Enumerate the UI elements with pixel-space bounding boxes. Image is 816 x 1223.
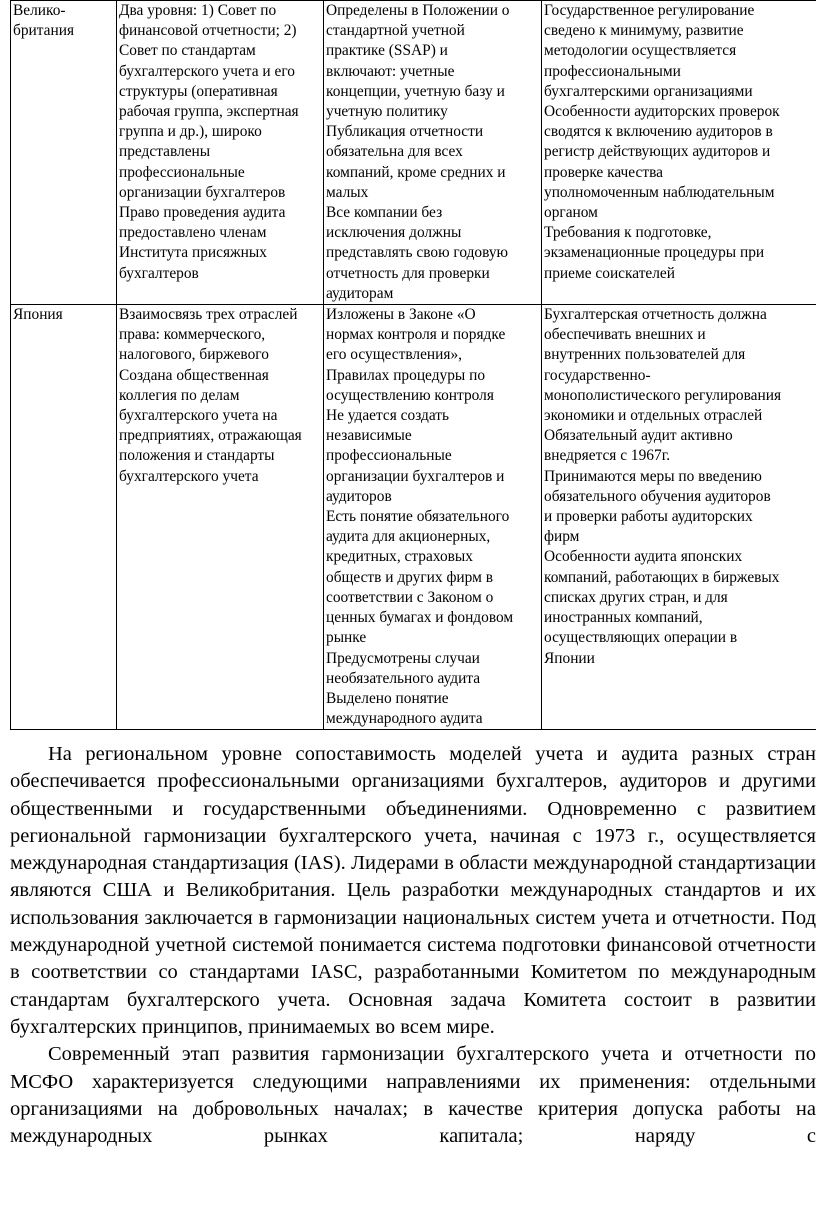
cell-line: Определены в Положении о xyxy=(326,2,510,19)
cell-line: Особенности аудиторских проверок xyxy=(544,103,780,121)
cell-line: списках других стран, и для xyxy=(544,588,728,606)
cell-line: внутренних пользователей для xyxy=(544,346,746,364)
cell-line: регистр действующих аудиторов и xyxy=(544,143,771,161)
cell-regulation-audit xyxy=(542,305,816,730)
cell-line: финансовой отчетности; 2) xyxy=(119,22,297,40)
cell-line: соответствии с Законом о xyxy=(326,588,494,606)
cell-line: аудиторам xyxy=(326,284,394,302)
cell-line: монополистического регулирования xyxy=(544,386,782,404)
cell-line: Особенности аудита японских xyxy=(544,548,743,566)
cell-line: бухгалтерского учета xyxy=(119,467,259,485)
cell-line: организации бухгалтеров xyxy=(119,183,286,201)
cell-line: иностранных компаний, xyxy=(544,609,703,627)
cell-line: Требования к подготовке, xyxy=(544,224,712,242)
cell-line: обязательного обучения аудиторов xyxy=(544,487,771,505)
cell-country xyxy=(11,305,117,730)
cell-line: группа и др.), широко xyxy=(119,123,262,141)
cell-line: профессиональные xyxy=(326,447,452,465)
cell-line: Все компании без xyxy=(326,204,443,222)
cell-line: уполномоченным наблюдательным xyxy=(544,183,775,201)
cell-line: бухгалтерскими организациями xyxy=(544,82,753,100)
cell-line: Принимаются меры по введению xyxy=(544,467,762,485)
cell-line: британия xyxy=(13,22,75,40)
cell-line: отчетность для проверки xyxy=(326,264,490,282)
cell-line: экзаменационные процедуры при xyxy=(544,244,765,262)
cell-line: учетную политику xyxy=(326,103,448,121)
cell-line: осуществляющих операции в xyxy=(544,629,738,647)
cell-line: Изложены в Законе «О xyxy=(326,306,476,324)
cell-line: стандартной учетной xyxy=(326,22,465,40)
cell-line: Велико- xyxy=(13,2,66,19)
cell-line: бухгалтерского учета и его xyxy=(119,62,295,80)
cell-line: органом xyxy=(544,204,598,222)
cell-line: методологии осуществляется xyxy=(544,42,737,60)
cell-line: компаний, работающих в биржевых xyxy=(544,568,780,586)
cell-line: профессиональные xyxy=(119,163,245,181)
cell-line: внедряется с 1967г. xyxy=(544,447,671,465)
cell-line: Взаимосвязь трех отраслей xyxy=(119,306,298,324)
table-row-great-britain xyxy=(11,1,816,305)
cell-line: предоставлено членам xyxy=(119,224,267,242)
cell-line: включают: учетные xyxy=(326,62,455,80)
cell-line: аудита для акционерных, xyxy=(326,528,491,546)
cell-line: налогового, биржевого xyxy=(119,346,269,364)
cell-line: структуры (оперативная xyxy=(119,82,278,100)
cell-line: обязательна для всех xyxy=(326,143,463,161)
cell-line: положения и стандарты xyxy=(119,447,275,465)
cell-line: Государственное регулирование xyxy=(544,2,755,19)
cell-line: Есть понятие обязательного xyxy=(326,508,510,526)
body-text xyxy=(10,741,816,1150)
cell-line: обществ и других фирм в xyxy=(326,568,493,586)
cell-line: бухгалтерского учета на xyxy=(119,407,278,425)
table-row-japan xyxy=(11,305,816,730)
cell-line: Два уровня: 1) Совет по xyxy=(119,2,277,19)
cell-line: международного аудита xyxy=(326,710,483,728)
cell-line: бухгалтеров xyxy=(119,264,199,282)
cell-line: Выделено понятие xyxy=(326,689,449,707)
cell-governing-bodies xyxy=(117,305,324,730)
cell-line: независимые xyxy=(326,427,412,445)
cell-line: Совет по стандартам xyxy=(119,42,256,60)
cell-line: проверке качества xyxy=(544,163,663,181)
cell-line: экономики и отдельных отраслей xyxy=(544,407,763,425)
cell-line: рабочая группа, экспертная xyxy=(119,103,299,121)
cell-line: аудиторов xyxy=(326,487,392,505)
cell-line: права: коммерческого, xyxy=(119,326,266,344)
cell-line: Правилах процедуры по xyxy=(326,366,486,384)
cell-line: фирм xyxy=(544,528,580,546)
paragraph-regional-harmonization: На региональном уровне сопоставимость моделей учета и аудита разных стран обеспечивается профессиональными организациями бухгалтеров, аудиторов и другими общественными и государственными объединениями. Одновременно с развитием региональной гармонизации бухгалтерского учета, начиная с 1973 г., осуществляется международная стандартизация (IAS). Лидерами в области международной стандартизации являются США и Великобритания. Цель разработки международных стандартов и их использования заключается в гармонизации национальных систем учета и отчетности. Под международной учетной системой понимается система подготовки финансовой отчетности в соответствии со стандартами IASC, разработанными Комитетом по международным стандартам бухгалтерского учета. Основная задача Комитета состоит в развитии бухгалтерских принципов, принимаемых во всем мире. xyxy=(10,743,816,1038)
cell-line: Япония xyxy=(13,306,63,324)
cell-line: нормах контроля и порядке xyxy=(326,326,506,344)
cell-line: сводятся к включению аудиторов в xyxy=(544,123,773,141)
cell-accounting-rules xyxy=(324,305,542,730)
cell-line: кредитных, страховых xyxy=(326,548,473,566)
cell-line: Японии xyxy=(544,649,595,667)
cell-regulation-audit xyxy=(542,1,816,305)
cell-line: исключения должны xyxy=(326,224,462,242)
cell-line: необязательного аудита xyxy=(326,669,481,687)
cell-line: концепции, учетную базу и xyxy=(326,82,505,100)
cell-accounting-rules xyxy=(324,1,542,305)
cell-line: его осуществления», xyxy=(326,346,462,364)
cell-line: Право проведения аудита xyxy=(119,204,286,222)
cell-line: Создана общественная xyxy=(119,366,269,384)
cell-line: сведено к минимуму, развитие xyxy=(544,22,744,40)
cell-line: предприятиях, отражающая xyxy=(119,427,302,445)
cell-line: приеме соискателей xyxy=(544,264,675,282)
cell-line: обеспечивать внешних и xyxy=(544,326,706,344)
cell-line: рынке xyxy=(326,629,367,647)
cell-line: Обязательный аудит активно xyxy=(544,427,733,445)
cell-line: Бухгалтерская отчетность должна xyxy=(544,306,767,324)
cell-line: малых xyxy=(326,183,369,201)
cell-line: компаний, кроме средних и xyxy=(326,163,506,181)
cell-line: и проверки работы аудиторских xyxy=(544,508,753,526)
cell-line: Не удается создать xyxy=(326,407,450,425)
cell-line: организации бухгалтеров и xyxy=(326,467,505,485)
cell-line: осуществлению контроля xyxy=(326,386,494,404)
cell-line: представлены xyxy=(119,143,211,161)
cell-line: представлять свою годовую xyxy=(326,244,509,262)
cell-line: практике (SSAP) и xyxy=(326,42,448,60)
cell-line: Предусмотрены случаи xyxy=(326,649,480,667)
cell-line: коллегия по делам xyxy=(119,386,240,404)
cell-governing-bodies xyxy=(117,1,324,305)
cell-line: государственно- xyxy=(544,366,651,384)
cell-line: Института присяжных xyxy=(119,244,267,262)
paragraph-ifrs-stage: Современный этап развития гармонизации бухгалтерского учета и отчетности по МСФО характеризуется следующими направлениями их применения: отдельными организациями на добровольных началах; в качестве критерия допуска работы на международных рынках капитала; наряду с xyxy=(10,1043,816,1148)
country-comparison-table xyxy=(10,0,816,730)
cell-country xyxy=(11,1,117,305)
cell-line: Публикация отчетности xyxy=(326,123,484,141)
cell-line: ценных бумагах и фондовом xyxy=(326,609,514,627)
cell-line: профессиональными xyxy=(544,62,681,80)
